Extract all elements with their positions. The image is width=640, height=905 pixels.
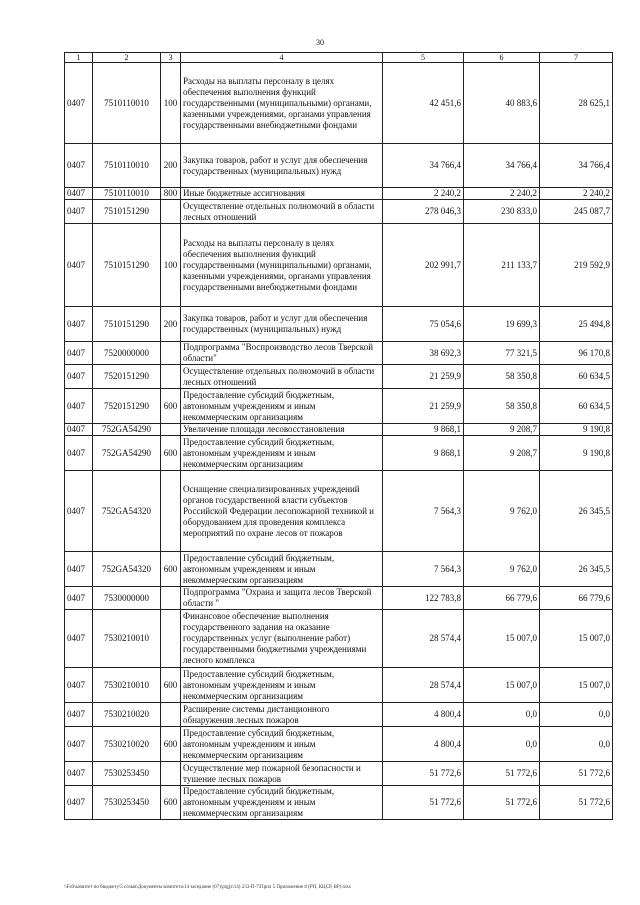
- expense-type-cell: [161, 365, 181, 389]
- amount-col5-cell: 38 692,3: [383, 342, 464, 365]
- amount-col5-cell: 7 564,3: [383, 552, 464, 587]
- target-code-cell: 7510151290: [93, 307, 161, 342]
- table-row: [65, 144, 613, 188]
- amount-col5-cell: 122 783,8: [383, 587, 464, 610]
- table-row: [65, 727, 613, 762]
- amount-col7-cell: 26 345,5: [540, 552, 613, 587]
- section-cell: 0407: [65, 389, 93, 424]
- amount-col6-cell: 34 766,4: [464, 144, 540, 188]
- amount-col6-cell: 15 007,0: [464, 610, 540, 668]
- expense-type-cell: 100: [161, 63, 181, 144]
- amount-col6-cell: 58 350,8: [464, 365, 540, 389]
- amount-col7-cell: 34 766,4: [540, 144, 613, 188]
- expense-type-cell: 200: [161, 307, 181, 342]
- expense-type-cell: 600: [161, 668, 181, 703]
- expense-type-cell: [161, 200, 181, 224]
- item-name-cell: Предоставление субсидий бюджетным, автономным учреждениям и иным некоммерческим организациям: [181, 727, 383, 762]
- amount-col7-cell: 28 625,1: [540, 63, 613, 144]
- amount-col6-cell: 15 007,0: [464, 668, 540, 703]
- item-name-cell: Предоставление субсидий бюджетным, автономным учреждениям и иным некоммерческим организациям: [181, 552, 383, 587]
- item-name-cell: Подпрограмма "Воспроизводство лесов Тверской области": [181, 342, 383, 365]
- budget-table: [64, 52, 613, 820]
- table-row: [65, 307, 613, 342]
- amount-col6-cell: 9 762,0: [464, 552, 540, 587]
- section-cell: 0407: [65, 188, 93, 200]
- item-name-cell: Осуществление отдельных полномочий в области лесных отношений: [181, 365, 383, 389]
- expense-type-cell: [161, 703, 181, 727]
- amount-col5-cell: 21 259,9: [383, 389, 464, 424]
- column-number-cell: 7: [540, 53, 613, 63]
- target-code-cell: 7530253450: [93, 786, 161, 820]
- amount-col5-cell: 2 240,2: [383, 188, 464, 200]
- expense-type-cell: [161, 424, 181, 436]
- item-name-cell: Иные бюджетные ассигнования: [181, 188, 383, 200]
- table-row: [65, 188, 613, 200]
- amount-col5-cell: 75 054,6: [383, 307, 464, 342]
- target-code-cell: 752GA54320: [93, 552, 161, 587]
- column-number-cell: 3: [161, 53, 181, 63]
- amount-col5-cell: 51 772,6: [383, 762, 464, 786]
- page-number: 30: [316, 38, 324, 47]
- amount-col5-cell: 278 046,3: [383, 200, 464, 224]
- item-name-cell: Расходы на выплаты персоналу в целях обеспечения выполнения функций государственными (муниципальными) органами, казенными учреждениями, органами управления государственными внебюджетными фондами: [181, 224, 383, 307]
- section-cell: 0407: [65, 727, 93, 762]
- amount-col7-cell: 25 494,8: [540, 307, 613, 342]
- item-name-cell: Закупка товаров, работ и услуг для обеспечения государственных (муниципальных) нужд: [181, 307, 383, 342]
- item-name-cell: Расходы на выплаты персоналу в целях обеспечения выполнения функций государственными (муниципальными) органами, казенными учреждениями, органами управления государственными внебюджетными фондами: [181, 63, 383, 144]
- expense-type-cell: [161, 471, 181, 552]
- amount-col7-cell: 96 170,8: [540, 342, 613, 365]
- footer-file-path: \\Fs0\комитет по бюджету\5 созыв\Документы комитета\14 заседание (07)\prgjz\14) 233-П-7\Прил 5 Приложение 8 (РП, КЦСР, ВР).xlsx: [64, 885, 352, 890]
- amount-col7-cell: 60 634,5: [540, 389, 613, 424]
- section-cell: 0407: [65, 224, 93, 307]
- section-cell: 0407: [65, 144, 93, 188]
- item-name-cell: Оснащение специализированных учреждений органов государственной власти субъектов Российской Федерации лесопожарной техникой и оборудованием для проведения комплекса мероприятий по охране лесов от пожаров: [181, 471, 383, 552]
- amount-col5-cell: 202 991,7: [383, 224, 464, 307]
- amount-col7-cell: 15 007,0: [540, 610, 613, 668]
- table-row: [65, 668, 613, 703]
- section-cell: 0407: [65, 436, 93, 471]
- section-cell: 0407: [65, 365, 93, 389]
- amount-col6-cell: 9 208,7: [464, 424, 540, 436]
- target-code-cell: 7530000000: [93, 587, 161, 610]
- table-row: [65, 342, 613, 365]
- item-name-cell: Предоставление субсидий бюджетным, автономным учреждениям и иным некоммерческим организациям: [181, 389, 383, 424]
- amount-col7-cell: 0,0: [540, 727, 613, 762]
- amount-col6-cell: 230 833,0: [464, 200, 540, 224]
- section-cell: 0407: [65, 200, 93, 224]
- target-code-cell: 7530210010: [93, 668, 161, 703]
- target-code-cell: 7510151290: [93, 200, 161, 224]
- target-code-cell: 752GA54290: [93, 424, 161, 436]
- table-row: [65, 224, 613, 307]
- section-cell: 0407: [65, 587, 93, 610]
- expense-type-cell: [161, 762, 181, 786]
- amount-col6-cell: 211 133,7: [464, 224, 540, 307]
- amount-col5-cell: 28 574,4: [383, 610, 464, 668]
- target-code-cell: 7530210020: [93, 727, 161, 762]
- amount-col7-cell: 26 345,5: [540, 471, 613, 552]
- target-code-cell: 752GA54320: [93, 471, 161, 552]
- table-row: [65, 471, 613, 552]
- amount-col7-cell: 9 190,8: [540, 436, 613, 471]
- section-cell: 0407: [65, 342, 93, 365]
- column-number-cell: 4: [181, 53, 383, 63]
- table-row: [65, 200, 613, 224]
- section-cell: 0407: [65, 63, 93, 144]
- amount-col7-cell: 219 592,9: [540, 224, 613, 307]
- amount-col5-cell: 28 574,4: [383, 668, 464, 703]
- item-name-cell: Закупка товаров, работ и услуг для обеспечения государственных (муниципальных) нужд: [181, 144, 383, 188]
- amount-col6-cell: 77 321,5: [464, 342, 540, 365]
- expense-type-cell: [161, 610, 181, 668]
- amount-col6-cell: 51 772,6: [464, 762, 540, 786]
- table-row: [65, 552, 613, 587]
- section-cell: 0407: [65, 610, 93, 668]
- amount-col7-cell: 15 007,0: [540, 668, 613, 703]
- column-number-cell: 6: [464, 53, 540, 63]
- column-number-row: [65, 53, 613, 63]
- target-code-cell: 7510110010: [93, 63, 161, 144]
- expense-type-cell: 600: [161, 727, 181, 762]
- item-name-cell: Расширение системы дистанционного обнаружения лесных пожаров: [181, 703, 383, 727]
- amount-col5-cell: 51 772,6: [383, 786, 464, 820]
- amount-col5-cell: 9 868,1: [383, 424, 464, 436]
- section-cell: 0407: [65, 703, 93, 727]
- expense-type-cell: 600: [161, 436, 181, 471]
- column-number-cell: 2: [93, 53, 161, 63]
- target-code-cell: 7530210020: [93, 703, 161, 727]
- amount-col6-cell: 0,0: [464, 703, 540, 727]
- table-row: [65, 762, 613, 786]
- expense-type-cell: [161, 342, 181, 365]
- target-code-cell: 7520151290: [93, 365, 161, 389]
- target-code-cell: 7520000000: [93, 342, 161, 365]
- table-row: [65, 703, 613, 727]
- item-name-cell: Увеличение площади лесовосстановления: [181, 424, 383, 436]
- amount-col7-cell: 60 634,5: [540, 365, 613, 389]
- amount-col5-cell: 4 800,4: [383, 727, 464, 762]
- section-cell: 0407: [65, 471, 93, 552]
- amount-col5-cell: 42 451,6: [383, 63, 464, 144]
- table-row: [65, 610, 613, 668]
- table-row: [65, 436, 613, 471]
- section-cell: 0407: [65, 762, 93, 786]
- item-name-cell: Предоставление субсидий бюджетным, автономным учреждениям и иным некоммерческим организациям: [181, 436, 383, 471]
- table-row: [65, 786, 613, 820]
- table-row: [65, 587, 613, 610]
- item-name-cell: Осуществление отдельных полномочий в области лесных отношений: [181, 200, 383, 224]
- amount-col7-cell: 2 240,2: [540, 188, 613, 200]
- table-row: [65, 63, 613, 144]
- amount-col5-cell: 4 800,4: [383, 703, 464, 727]
- column-number-cell: 5: [383, 53, 464, 63]
- target-code-cell: 7510110010: [93, 144, 161, 188]
- table-row: [65, 365, 613, 389]
- amount-col5-cell: 9 868,1: [383, 436, 464, 471]
- target-code-cell: 7510151290: [93, 224, 161, 307]
- expense-type-cell: 600: [161, 786, 181, 820]
- amount-col6-cell: 51 772,6: [464, 786, 540, 820]
- amount-col7-cell: 9 190,8: [540, 424, 613, 436]
- expense-type-cell: 600: [161, 389, 181, 424]
- amount-col6-cell: 19 699,3: [464, 307, 540, 342]
- section-cell: 0407: [65, 424, 93, 436]
- amount-col7-cell: 66 779,6: [540, 587, 613, 610]
- target-code-cell: 7530253450: [93, 762, 161, 786]
- section-cell: 0407: [65, 786, 93, 820]
- section-cell: 0407: [65, 307, 93, 342]
- amount-col6-cell: 2 240,2: [464, 188, 540, 200]
- section-cell: 0407: [65, 552, 93, 587]
- item-name-cell: Предоставление субсидий бюджетным, автономным учреждениям и иным некоммерческим организациям: [181, 668, 383, 703]
- table-row: [65, 424, 613, 436]
- column-number-cell: 1: [65, 53, 93, 63]
- expense-type-cell: 600: [161, 552, 181, 587]
- amount-col6-cell: 66 779,6: [464, 587, 540, 610]
- item-name-cell: Финансовое обеспечение выполнения государственного задания на оказание государственных услуг (выполнение работ) государственными бюджетными учреждениями лесного комплекса: [181, 610, 383, 668]
- amount-col7-cell: 0,0: [540, 703, 613, 727]
- target-code-cell: 7510110010: [93, 188, 161, 200]
- amount-col5-cell: 34 766,4: [383, 144, 464, 188]
- amount-col6-cell: 9 208,7: [464, 436, 540, 471]
- item-name-cell: Предоставление субсидий бюджетным, автономным учреждениям и иным некоммерческим организациям: [181, 786, 383, 820]
- amount-col6-cell: 9 762,0: [464, 471, 540, 552]
- target-code-cell: 7530210010: [93, 610, 161, 668]
- amount-col6-cell: 0,0: [464, 727, 540, 762]
- item-name-cell: Осуществление мер пожарной безопасности и тушение лесных пожаров: [181, 762, 383, 786]
- amount-col5-cell: 7 564,3: [383, 471, 464, 552]
- item-name-cell: Подпрограмма "Охрана и защита лесов Тверской области ": [181, 587, 383, 610]
- expense-type-cell: 800: [161, 188, 181, 200]
- expense-type-cell: 200: [161, 144, 181, 188]
- amount-col6-cell: 58 350,8: [464, 389, 540, 424]
- expense-type-cell: [161, 587, 181, 610]
- table-row: [65, 389, 613, 424]
- amount-col5-cell: 21 259,9: [383, 365, 464, 389]
- target-code-cell: 7520151290: [93, 389, 161, 424]
- amount-col7-cell: 51 772,6: [540, 762, 613, 786]
- target-code-cell: 752GA54290: [93, 436, 161, 471]
- amount-col7-cell: 51 772,6: [540, 786, 613, 820]
- amount-col6-cell: 40 883,6: [464, 63, 540, 144]
- amount-col7-cell: 245 087,7: [540, 200, 613, 224]
- expense-type-cell: 100: [161, 224, 181, 307]
- section-cell: 0407: [65, 668, 93, 703]
